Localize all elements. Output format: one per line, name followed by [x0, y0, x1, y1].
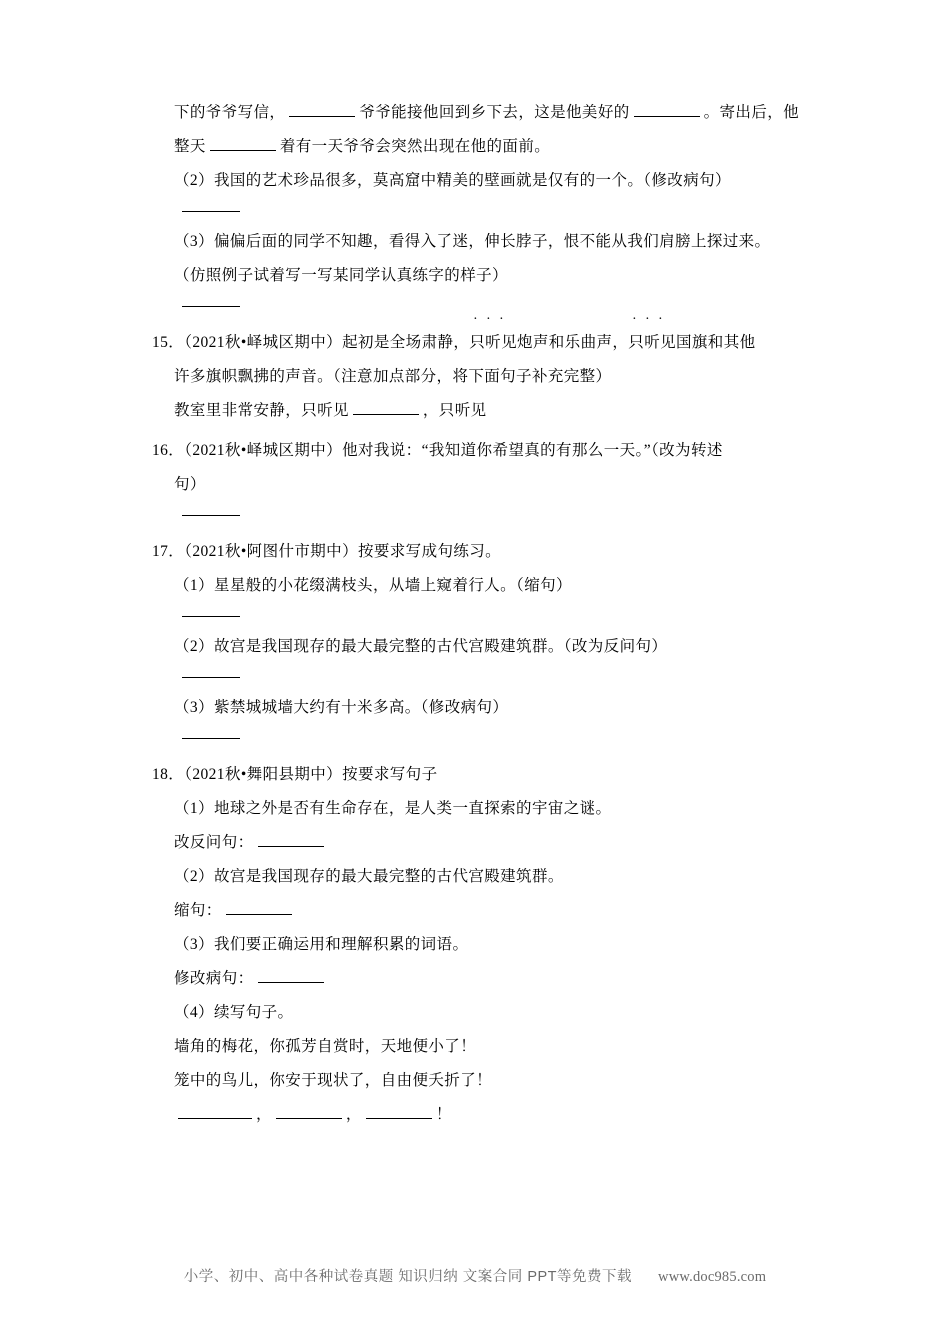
dotted-text: 只听见	[469, 334, 517, 351]
question-15-line-1	[152, 308, 810, 360]
separator: ，	[345, 1106, 362, 1123]
answer-rule[interactable]	[182, 738, 240, 739]
fill-in-blank[interactable]	[258, 968, 324, 983]
question-17-item-2: （2）故宫是我国现存的最大最完整的古代宫殿建筑群。（改为反问句）	[174, 638, 668, 655]
question-18-answer-2	[152, 894, 810, 928]
footer-text: 小学、初中、高中各种试卷真题 知识归纳 文案合同 PPT等免费下载	[183, 1269, 633, 1285]
answer-rule[interactable]	[182, 515, 240, 516]
question-18-number: 18．	[152, 766, 185, 783]
question-18-answer-3	[152, 962, 810, 996]
paragraph-continuation-line-2	[152, 130, 810, 164]
fill-in-blank[interactable]	[178, 1104, 252, 1119]
question-16-line-1	[152, 434, 810, 468]
answer-rule[interactable]	[182, 677, 240, 678]
dotted-emphasis-1	[469, 308, 517, 360]
sub-question-3-note: （仿照例子试着写一写某同学认真练字的样子）	[174, 267, 508, 284]
question-18-example-1: 墙角的梅花，你孤芳自赏时，天地便小了！	[174, 1038, 477, 1055]
question-17-item-3: （3）紫禁城城墙大约有十米多高。（修改病句）	[174, 699, 509, 716]
question-18-item-4: （4）续写句子。	[174, 1004, 294, 1021]
question-18-answer-1	[152, 826, 810, 860]
paragraph-continuation-line-1	[152, 96, 810, 130]
footer-site: www.doc985.com	[658, 1269, 767, 1285]
question-17-number: 17．	[152, 543, 185, 560]
text-fragment: 炮声和乐曲声，	[516, 334, 629, 351]
dotted-text: 只听见	[628, 334, 676, 351]
text-fragment: 。寄出后，他	[703, 104, 800, 121]
fill-in-blank[interactable]	[366, 1104, 432, 1119]
separator: ！	[435, 1106, 452, 1123]
answer-label: 改反问句：	[174, 834, 254, 851]
emphasis-dots: ...	[473, 308, 513, 323]
question-17-item-1: （1）星星般的小花缀满枝头，从墙上窥着行人。（缩句）	[174, 577, 572, 594]
answer-rule[interactable]	[182, 306, 240, 307]
text-fragment: （2021秋•峄城区期中）起初是全场肃静，	[184, 334, 470, 351]
answer-rule[interactable]	[182, 616, 240, 617]
question-18-head	[152, 758, 810, 792]
text-fragment: 下的爷爷写信，	[174, 104, 286, 121]
question-15-line-3	[152, 394, 810, 428]
fill-in-blank[interactable]	[289, 102, 355, 117]
text-fragment: （2021秋•峄城区期中）他对我说：“我知道你希望真的有那么一天。”（改为转述	[184, 442, 723, 459]
question-18-example-2: 笼中的鸟儿，你安于现状了，自由便夭折了！	[174, 1072, 493, 1089]
question-15-number: 15．	[152, 334, 185, 351]
sub-question-2: （2）我国的艺术珍品很多，莫高窟中精美的壁画就是仅有的一个。（修改病句）	[174, 172, 731, 189]
question-15-line-2: 许多旗帜飘拂的声音。（注意加点部分，将下面句子补充完整）	[174, 368, 612, 385]
page-footer	[0, 1265, 950, 1286]
text-fragment: 着有一天爷爷会突然出现在他的面前。	[279, 138, 551, 155]
emphasis-dots: ...	[632, 308, 672, 323]
fill-in-blank[interactable]	[226, 900, 292, 915]
sub-question-3: （3）偏偏后面的同学不知趣，看得入了迷，伸长脖子，恨不能从我们肩膀上探过来。	[174, 233, 771, 250]
answer-label: 修改病句：	[174, 970, 254, 987]
answer-label: 缩句：	[174, 902, 222, 919]
question-16-number: 16．	[152, 442, 185, 459]
fill-in-blank[interactable]	[353, 400, 419, 415]
fill-in-blank[interactable]	[276, 1104, 342, 1119]
text-fragment: 国旗和其他	[676, 334, 756, 351]
question-18-item-1: （1）地球之外是否有生命存在，是人类一直探索的宇宙之谜。	[174, 800, 612, 817]
fill-in-blank[interactable]	[634, 102, 700, 117]
text-fragment: ，只听见	[422, 402, 487, 419]
answer-rule[interactable]	[182, 211, 240, 212]
fill-in-blank[interactable]	[258, 832, 324, 847]
text-fragment: 整天	[174, 138, 206, 155]
question-18-item-3: （3）我们要正确运用和理解积累的词语。	[174, 936, 469, 953]
text-fragment: （2021秋•阿图什市期中）按要求写成句练习。	[184, 543, 502, 560]
question-17-head	[152, 535, 810, 569]
text-fragment: （2021秋•舞阳县期中）按要求写句子	[184, 766, 438, 783]
question-16-line-2: 句）	[174, 476, 206, 493]
question-18-item-2: （2）故宫是我国现存的最大最完整的古代宫殿建筑群。	[174, 868, 564, 885]
fill-in-blank[interactable]	[210, 136, 276, 151]
separator: ，	[256, 1106, 272, 1123]
question-18-continuation-blanks	[152, 1098, 810, 1132]
text-fragment: 教室里非常安静，只听见	[174, 402, 349, 419]
dotted-emphasis-2	[628, 308, 676, 360]
text-fragment: 爷爷能接他回到乡下去，这是他美好的	[359, 104, 630, 121]
